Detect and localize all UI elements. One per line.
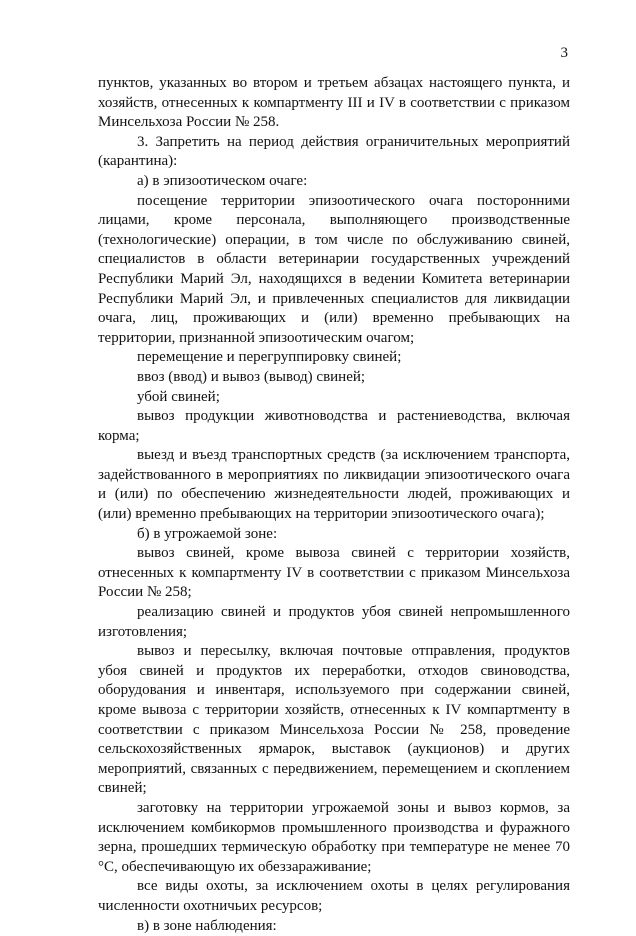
paragraph-14: заготовку на территории угрожаемой зоны и вывоз кормов, за исключением комбикормов промышленного производства и фуражного зерна, прошедших термическую обработку при температуре не менее 70 °С, обеспечивающую их обеззараживание; [98,799,570,875]
paragraph-3: а) в эпизоотическом очаге: [137,172,308,189]
paragraph-8: вывоз продукции животноводства и растениеводства, включая корма; [98,408,570,444]
paragraph-7: убой свиней; [137,388,220,405]
paragraph-16: в) в зоне наблюдения: [137,917,277,934]
paragraph-10: б) в угрожаемой зоне: [137,525,278,542]
page-number: 3 [560,45,568,61]
paragraph-11: вывоз свиней, кроме вывоза свиней с территории хозяйств, отнесенных к компартменту IV в соответствии с приказом Минсельхоза России № 258; [98,545,570,601]
paragraph-2: 3. Запретить на период действия ограничительных мероприятий (карантина): [98,133,570,170]
paragraph-9: выезд и въезд транспортных средств (за исключением транспорта, задействованного в мероприятиях по ликвидации эпизоотического очага и (или) по обеспечению жизнедеятельности людей, проживающих и (или) временно пребывающих на территории эпизоотического очага); [98,447,570,523]
paragraph-15: все виды охоты, за исключением охоты в целях регулирования численности охотничьих ресурсов; [98,878,570,914]
paragraph-5: перемещение и перегруппировку свиней; [137,349,402,366]
paragraph-12: реализацию свиней и продуктов убоя свиней непромышленного изготовления; [98,604,570,640]
paragraph-13: вывоз и пересылку, включая почтовые отправления, продуктов убоя свиней и продуктов их переработки, отходов свиноводства, оборудования и инвентаря, используемого при содержании свиней, кроме вывоза с территории хозяйств, отнесенных к IV компартменту в соответствии с приказом Минсельхоза России № 258, проведение сельскохозяйственных ярмарок, выставок (аукционов) и других мероприятий, связанных с передвижением, перемещением и скоплением свиней; [98,643,570,797]
paragraph-4: посещение территории эпизоотического очага посторонними лицами, кроме персонала, выполняющего производственные (технологические) операции, в том числе по обслуживанию свиней, специалистов в области ветеринарии государственных учреждений Республики Марий Эл, находящихся в ведении Комитета ветеринарии Республики Марий Эл, и привлеченных специалистов для ликвидации очага, лиц, проживающих и (или) временно пребывающих на территории, признанной эпизоотическим очагом; [98,192,570,346]
paragraph-1: пунктов, указанных во втором и третьем абзацах настоящего пункта, и хозяйств, отнесенных к компартменту III и IV в соответствии с приказом Минсельхоза России № 258. [98,75,570,131]
document-body [98,74,570,936]
paragraph-6: ввоз (ввод) и вывоз (вывод) свиней; [137,368,366,385]
